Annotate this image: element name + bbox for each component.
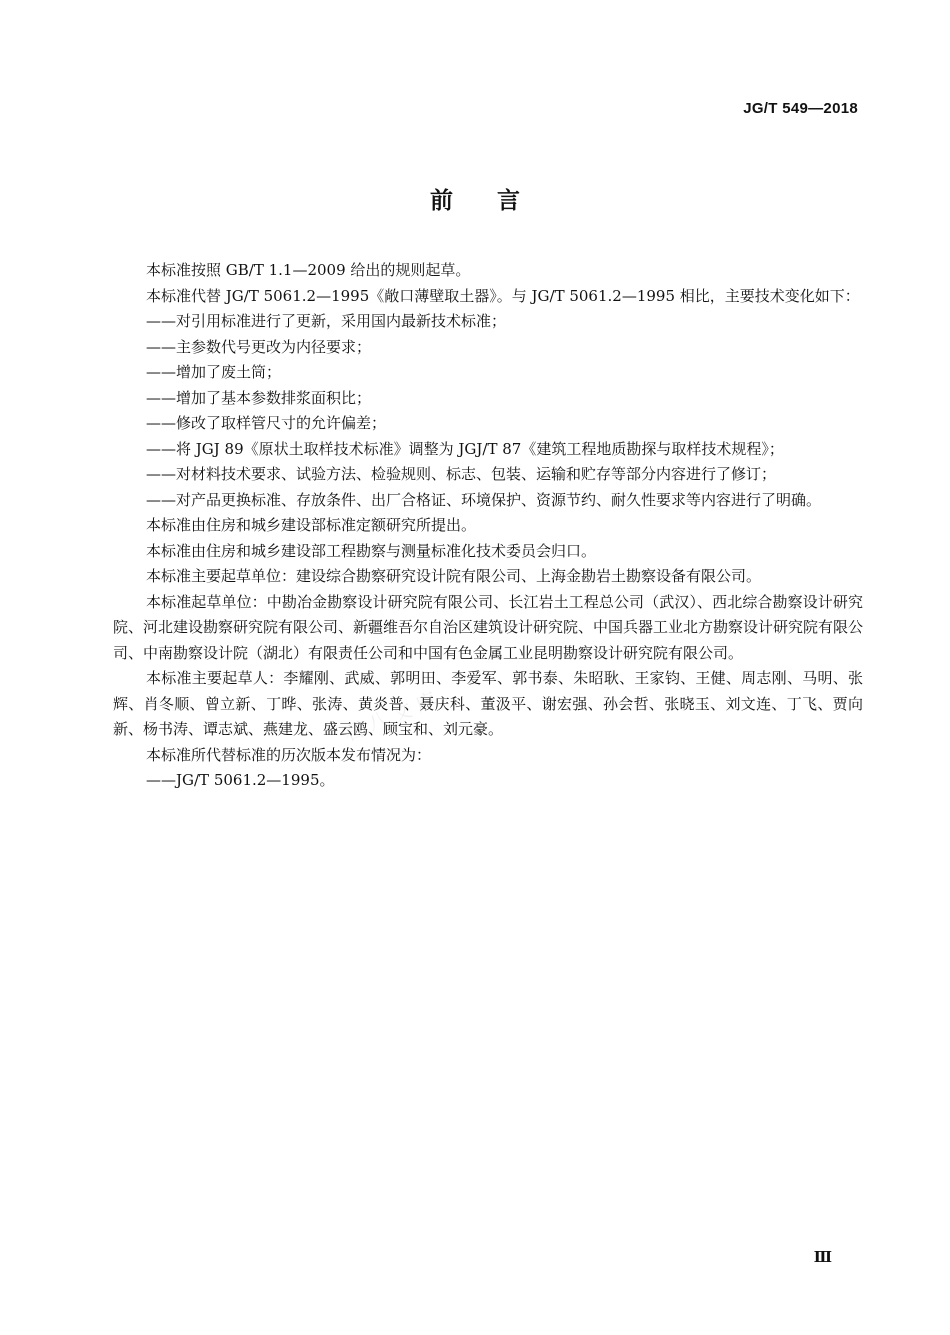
paragraph: 本标准所代替标准的历次版本发布情况为： — [146, 745, 432, 764]
paragraph: 本标准主要起草单位：建设综合勘察研究设计院有限公司、上海金勘岩土勘察设备有限公司。 — [146, 567, 762, 585]
paragraph: 本标准由住房和城乡建设部工程勘察与测量标准化技术委员会归口。 — [146, 541, 597, 560]
document-body — [113, 258, 863, 794]
page-title: 前言 — [430, 188, 564, 214]
list-item: ——将 JGJ 89《原状土取样技术标准》调整为 JGJ/T 87《建筑工程地质勘探与取样技术规程》； — [146, 439, 784, 458]
paragraph: 本标准按照 GB/T 1.1—2009 给出的规则起草。 — [146, 261, 471, 279]
standard-code: JG/T 549—2018 — [743, 100, 858, 117]
list-item: ——主参数代号更改为内径要求； — [146, 337, 372, 356]
list-item: ——修改了取样管尺寸的允许偏差； — [146, 414, 387, 432]
paragraph: 本标准由住房和城乡建设部标准定额研究所提出。 — [146, 516, 477, 534]
list-item: ——对引用标准进行了更新，采用国内最新技术标准； — [146, 312, 507, 330]
list-item: ——增加了基本参数排浆面积比； — [146, 388, 372, 407]
list-item: ——JG/T 5061.2—1995。 — [146, 771, 335, 789]
paragraph: 本标准主要起草人：李耀刚、武威、郭明田、李爱军、郭书泰、朱昭耿、王家钧、王健、周志刚、马明、张辉、肖冬顺、曾立新、丁晔、张涛、黄炎普、聂庆科、董汲平、谢宏强、孙会哲、张晓玉、刘文连、丁飞、贾向新、杨书涛、谭志斌、燕建龙、盛云鸥、顾宝和、刘元豪。 — [113, 669, 863, 738]
page-number: Ⅲ — [813, 1248, 832, 1266]
list-item: ——增加了废土筒； — [146, 363, 282, 381]
paragraph: 本标准代替 JG/T 5061.2—1995《敞口薄壁取土器》。与 JG/T 5061.2—1995 相比，主要技术变化如下： — [146, 286, 860, 305]
list-item: ——对材料技术要求、试验方法、检验规则、标志、包装、运输和贮存等部分内容进行了修订； — [146, 465, 777, 483]
paragraph: 本标准起草单位：中勘冶金勘察设计研究院有限公司、长江岩土工程总公司（武汉）、西北综合勘察设计研究院、河北建设勘察研究院有限公司、新疆维吾尔自治区建筑设计研究院、中国兵器工业北方勘察设计研究院有限公司、中南勘察设计院（湖北）有限责任公司和中国有色金属工业昆明勘察设计研究院有限公司。 — [113, 592, 864, 662]
list-item: ——对产品更换标准、存放条件、出厂合格证、环境保护、资源节约、耐久性要求等内容进行了明确。 — [146, 490, 822, 509]
watermark: 石八文库 — [339, 685, 446, 747]
